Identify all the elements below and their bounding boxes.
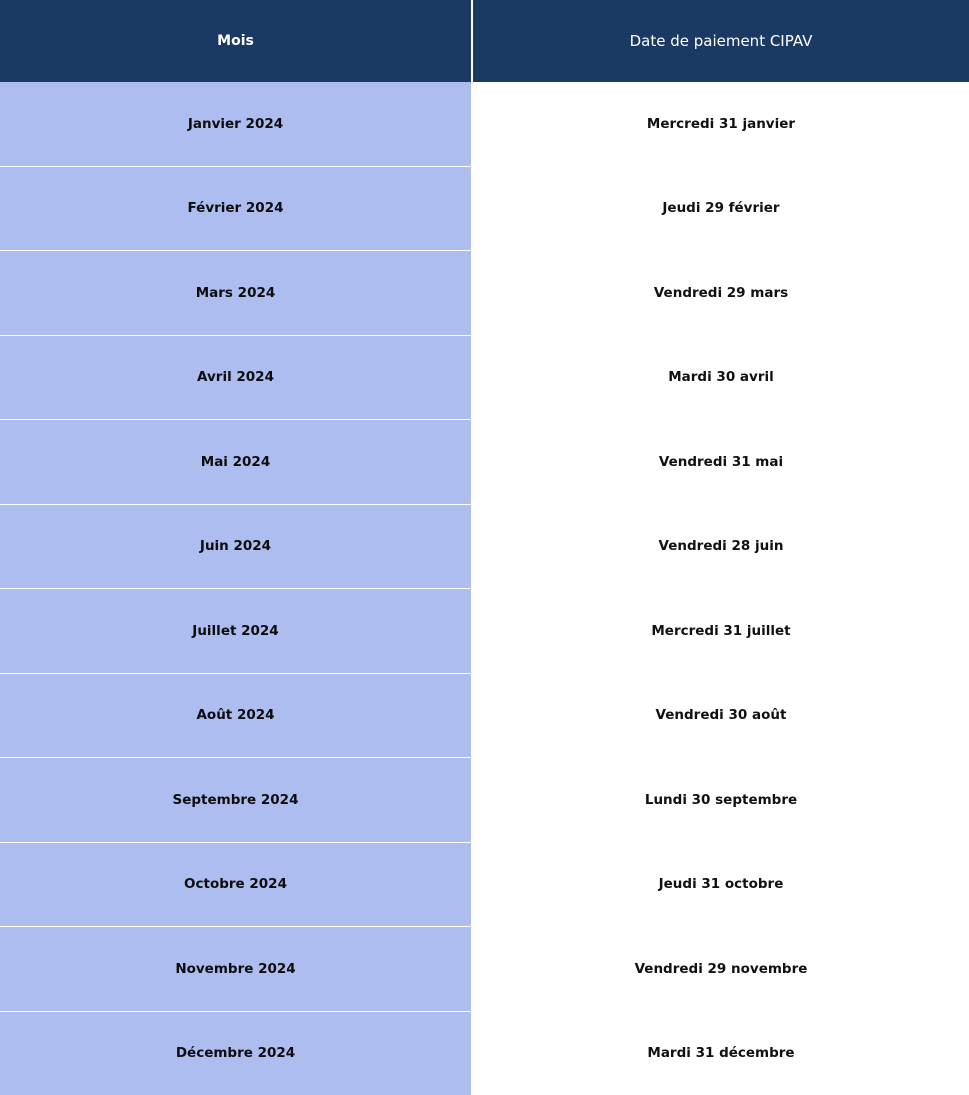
cell-month: Février 2024 <box>0 166 472 251</box>
table-row <box>0 420 969 505</box>
table-row <box>0 842 969 927</box>
cell-month: Mai 2024 <box>0 420 472 505</box>
table-row <box>0 251 969 336</box>
cell-month: Avril 2024 <box>0 335 472 420</box>
cell-month: Août 2024 <box>0 673 472 758</box>
table-row <box>0 589 969 674</box>
table-row <box>0 504 969 589</box>
cell-payment-date: Vendredi 31 mai <box>472 420 969 505</box>
cell-payment-date: Lundi 30 septembre <box>472 758 969 843</box>
table-row <box>0 927 969 1012</box>
cell-payment-date: Vendredi 29 novembre <box>472 927 969 1012</box>
cell-payment-date: Vendredi 30 août <box>472 673 969 758</box>
table-row <box>0 166 969 251</box>
cell-month: Décembre 2024 <box>0 1011 472 1095</box>
cell-month: Octobre 2024 <box>0 842 472 927</box>
table-body <box>0 82 969 1095</box>
cell-payment-date: Jeudi 31 octobre <box>472 842 969 927</box>
cell-month: Janvier 2024 <box>0 82 472 166</box>
cell-month: Juillet 2024 <box>0 589 472 674</box>
cell-month: Juin 2024 <box>0 504 472 589</box>
table-row <box>0 82 969 166</box>
table-header <box>0 0 969 82</box>
column-header-payment-date: Date de paiement CIPAV <box>472 0 969 82</box>
cell-payment-date: Mardi 30 avril <box>472 335 969 420</box>
cell-payment-date: Mardi 31 décembre <box>472 1011 969 1095</box>
cell-payment-date: Mercredi 31 janvier <box>472 82 969 166</box>
table-row <box>0 335 969 420</box>
cell-month: Mars 2024 <box>0 251 472 336</box>
table-row <box>0 758 969 843</box>
cell-payment-date: Mercredi 31 juillet <box>472 589 969 674</box>
table-row <box>0 1011 969 1095</box>
table-header-row <box>0 0 969 82</box>
cell-month: Septembre 2024 <box>0 758 472 843</box>
table-row <box>0 673 969 758</box>
cell-payment-date: Jeudi 29 février <box>472 166 969 251</box>
column-header-month: Mois <box>0 0 472 82</box>
cell-payment-date: Vendredi 28 juin <box>472 504 969 589</box>
cell-payment-date: Vendredi 29 mars <box>472 251 969 336</box>
cell-month: Novembre 2024 <box>0 927 472 1012</box>
